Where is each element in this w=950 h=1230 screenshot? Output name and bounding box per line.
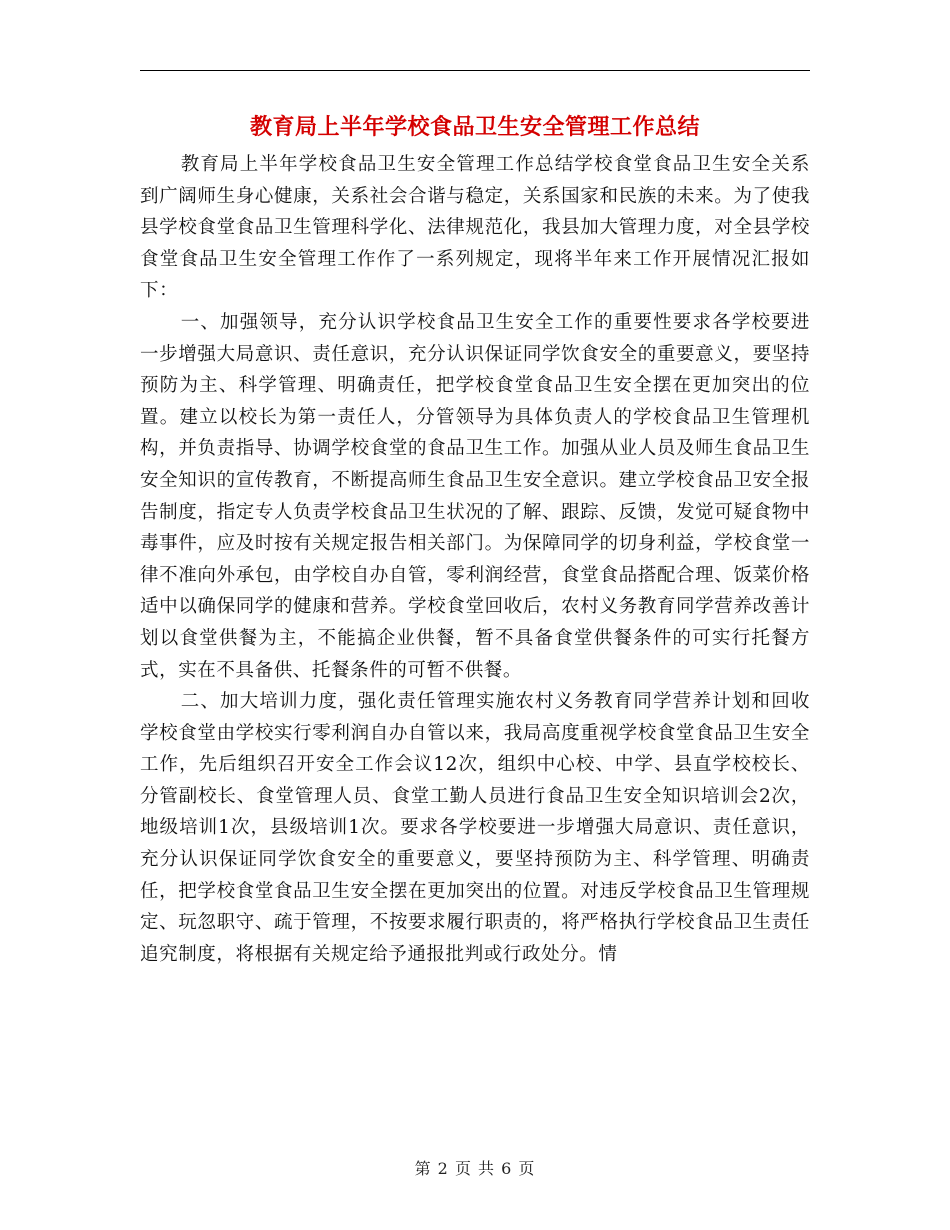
header-rule <box>140 70 810 71</box>
document-body <box>140 149 810 970</box>
paragraph-section-2: 二、加大培训力度，强化责任管理实施农村义务教育同学营养计划和回收学校食堂由学校实行零利润自办自管以来，我局高度重视学校食堂食品卫生安全工作，先后组织召开安全工作会议12次，组织中心校、中学、县直学校校长、分管副校长、食堂管理人员、食堂工勤人员进行食品卫生安全知识培训会2次，地级培训1次，县级培训1次。要求各学校要进一步增强大局意识、责任意识，充分认识保证同学饮食安全的重要意义，要坚持预防为主、科学管理、明确责任，把学校食堂食品卫生安全摆在更加突出的位置。对违反学校食品卫生管理规定、玩忽职守、疏于管理，不按要求履行职责的，将严格执行学校食品卫生责任追究制度，将根据有关规定给予通报批判或行政处分。情 <box>140 691 810 965</box>
document-title: 教育局上半年学校食品卫生安全管理工作总结 <box>249 114 700 140</box>
page-number: 第 2 页 共 6 页 <box>414 1159 536 1178</box>
paragraph-intro: 教育局上半年学校食品卫生安全管理工作总结学校食堂食品卫生安全关系到广阔师生身心健康，关系社会合谐与稳定，关系国家和民族的未来。为了使我县学校食堂食品卫生管理科学化、法律规范化，我县加大管理力度，对全县学校食堂食品卫生安全管理工作作了一系列规定，现将半年来工作开展情况汇报如下： <box>140 154 810 302</box>
paragraph-section-1: 一、加强领导，充分认识学校食品卫生安全工作的重要性要求各学校要进一步增强大局意识、责任意识，充分认识保证同学饮食安全的重要意义，要坚持预防为主、科学管理、明确责任，把学校食堂食品卫生安全摆在更加突出的位置。建立以校长为第一责任人，分管领导为具体负责人的学校食品卫生管理机构，并负责指导、协调学校食堂的食品卫生工作。加强从业人员及师生食品卫生安全知识的宣传教育，不断提高师生食品卫生安全意识。建立学校食品卫安全报告制度，指定专人负责学校食品卫生状况的了解、跟踪、反馈，发觉可疑食物中毒事件，应及时按有关规定报告相关部门。为保障同学的切身利益，学校食堂一律不准向外承包，由学校自办自管，零利润经营，食堂食品搭配合理、饭菜价格适中以确保同学的健康和营养。学校食堂回收后，农村义务教育同学营养改善计划以食堂供餐为主，不能搞企业供餐，暂不具备食堂供餐条件的可实行托餐方式，实在不具备供、托餐条件的可暂不供餐。 <box>140 311 810 681</box>
